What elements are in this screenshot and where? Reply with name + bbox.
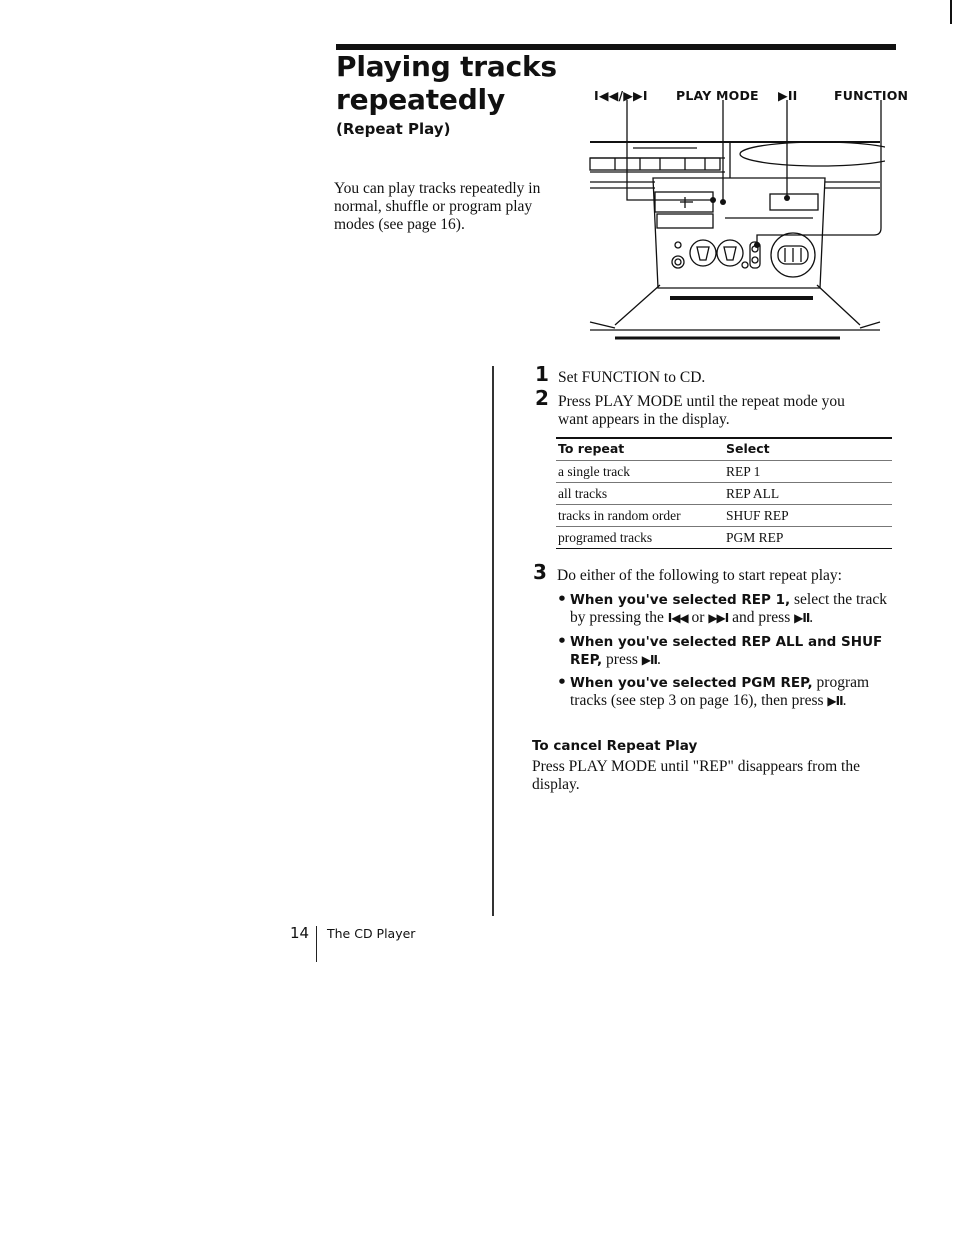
section-name: The CD Player [327, 926, 416, 941]
table-cell: REP ALL [724, 483, 892, 505]
page-subtitle: (Repeat Play) [336, 120, 451, 138]
table-cell: all tracks [556, 483, 724, 505]
table-header-row [556, 438, 892, 461]
list-item: • When you've selected REP 1, select the track by pressing the I◀◀ or ▶▶I and press ▶II. [557, 590, 887, 626]
play-mode-label: PLAY MODE [676, 88, 759, 103]
list-item: • When you've selected REP ALL and SHUF REP, press ▶II. [557, 632, 883, 668]
repeat-mode-table [556, 437, 892, 549]
table-row [556, 461, 892, 483]
cancel-paragraph: Press PLAY MODE until "REP" disappears from the display. [532, 758, 860, 793]
page-number: 14 [290, 924, 310, 942]
page-title: Playing tracks repeatedly [336, 50, 557, 116]
table-row [556, 527, 892, 549]
step-text: Press PLAY MODE until the repeat mode you want appears in the display. [558, 393, 845, 428]
skip-buttons-label: I◀◀/▶▶I [594, 88, 648, 103]
step-number: 1 [535, 362, 549, 386]
play-pause-icon: ▶II [641, 653, 657, 667]
intro-paragraph: You can play tracks repeatedly in normal, shuffle or program play modes (see page 16). [334, 180, 541, 233]
function-label: FUNCTION [834, 88, 909, 103]
table-cell: SHUF REP [724, 505, 892, 527]
table-cell: programed tracks [556, 527, 724, 549]
step-text: Do either of the following to start repeat play: [557, 567, 842, 584]
bullet-icon: • [557, 590, 567, 608]
table-row [556, 505, 892, 527]
bullet-icon: • [557, 632, 567, 650]
table-cell: tracks in random order [556, 505, 724, 527]
play-pause-icon: ▶II [827, 694, 843, 708]
cancel-heading: To cancel Repeat Play [532, 738, 698, 754]
table-row [556, 483, 892, 505]
step-number: 3 [533, 560, 547, 584]
table-header: Select [724, 438, 892, 461]
next-track-icon: ▶▶I [708, 611, 729, 625]
bullet-icon: • [557, 673, 567, 691]
column-divider [492, 366, 494, 916]
play-pause-label: ▶II [778, 88, 798, 103]
step-text: Set FUNCTION to CD. [558, 369, 706, 386]
cd-player-diagram [585, 100, 885, 345]
list-item: • When you've selected PGM REP, program tracks (see step 3 on page 16), then press ▶II. [557, 673, 870, 709]
table-header: To repeat [556, 438, 724, 461]
previous-track-icon: I◀◀ [667, 611, 688, 625]
table-cell: a single track [556, 461, 724, 483]
footer-divider [316, 926, 317, 962]
table-cell: PGM REP [724, 527, 892, 549]
page-edge-mark [950, 0, 952, 24]
play-pause-icon: ▶II [794, 611, 810, 625]
table-cell: REP 1 [724, 461, 892, 483]
step-number: 2 [535, 386, 549, 410]
